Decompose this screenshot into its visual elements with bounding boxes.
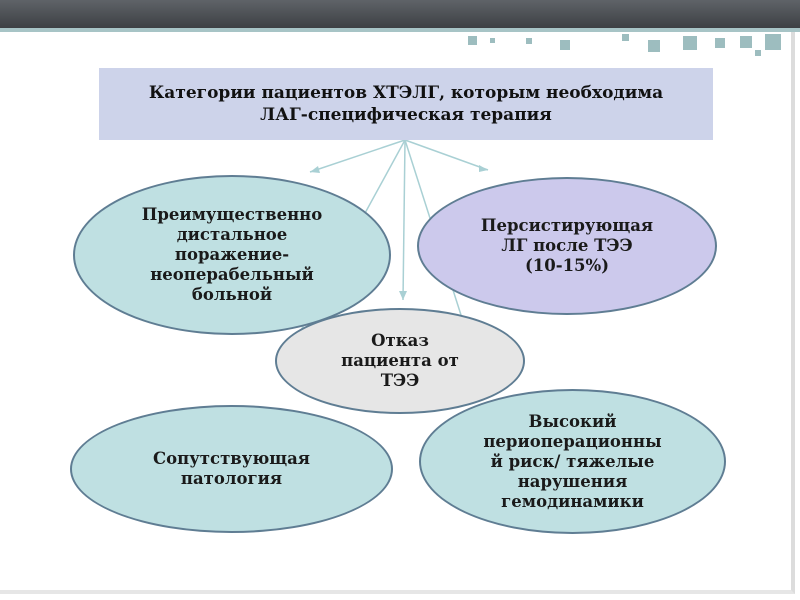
category-persistent-ph xyxy=(417,177,717,315)
category-patient-refusal xyxy=(275,308,525,414)
deco-square xyxy=(740,36,752,48)
deco-square xyxy=(765,34,781,50)
deco-square xyxy=(526,38,532,44)
deco-square xyxy=(648,40,660,52)
deco-square xyxy=(683,36,697,50)
arrowhead xyxy=(479,165,488,172)
category-comorbidity xyxy=(70,405,393,533)
header-title: Категории пациентов ХТЭЛГ, которым необходима ЛАГ-специфическая терапия xyxy=(148,83,664,125)
connector xyxy=(405,140,488,170)
deco-square xyxy=(560,40,570,50)
category-label: Сопутствующая патология xyxy=(153,449,310,488)
category-label: Отказ пациента от ТЭЭ xyxy=(341,331,459,390)
arrowhead xyxy=(310,166,320,173)
connector xyxy=(403,140,405,300)
deco-square xyxy=(622,34,629,41)
header-box xyxy=(99,68,713,140)
deco-square xyxy=(715,38,725,48)
category-label: Высокий периоперационны й риск/ тяжелые нарушения гемодинамики xyxy=(483,411,662,511)
category-distal-inoperable xyxy=(73,175,391,335)
arrowhead xyxy=(399,291,407,300)
deco-square xyxy=(755,50,761,56)
deco-square xyxy=(490,38,495,43)
category-label: Персистирующая ЛГ после ТЭЭ (10-15%) xyxy=(480,216,654,275)
deco-square xyxy=(468,36,477,45)
category-high-risk xyxy=(419,389,726,534)
category-label: Преимущественно дистальное поражение- неоперабельный больной xyxy=(141,205,323,304)
